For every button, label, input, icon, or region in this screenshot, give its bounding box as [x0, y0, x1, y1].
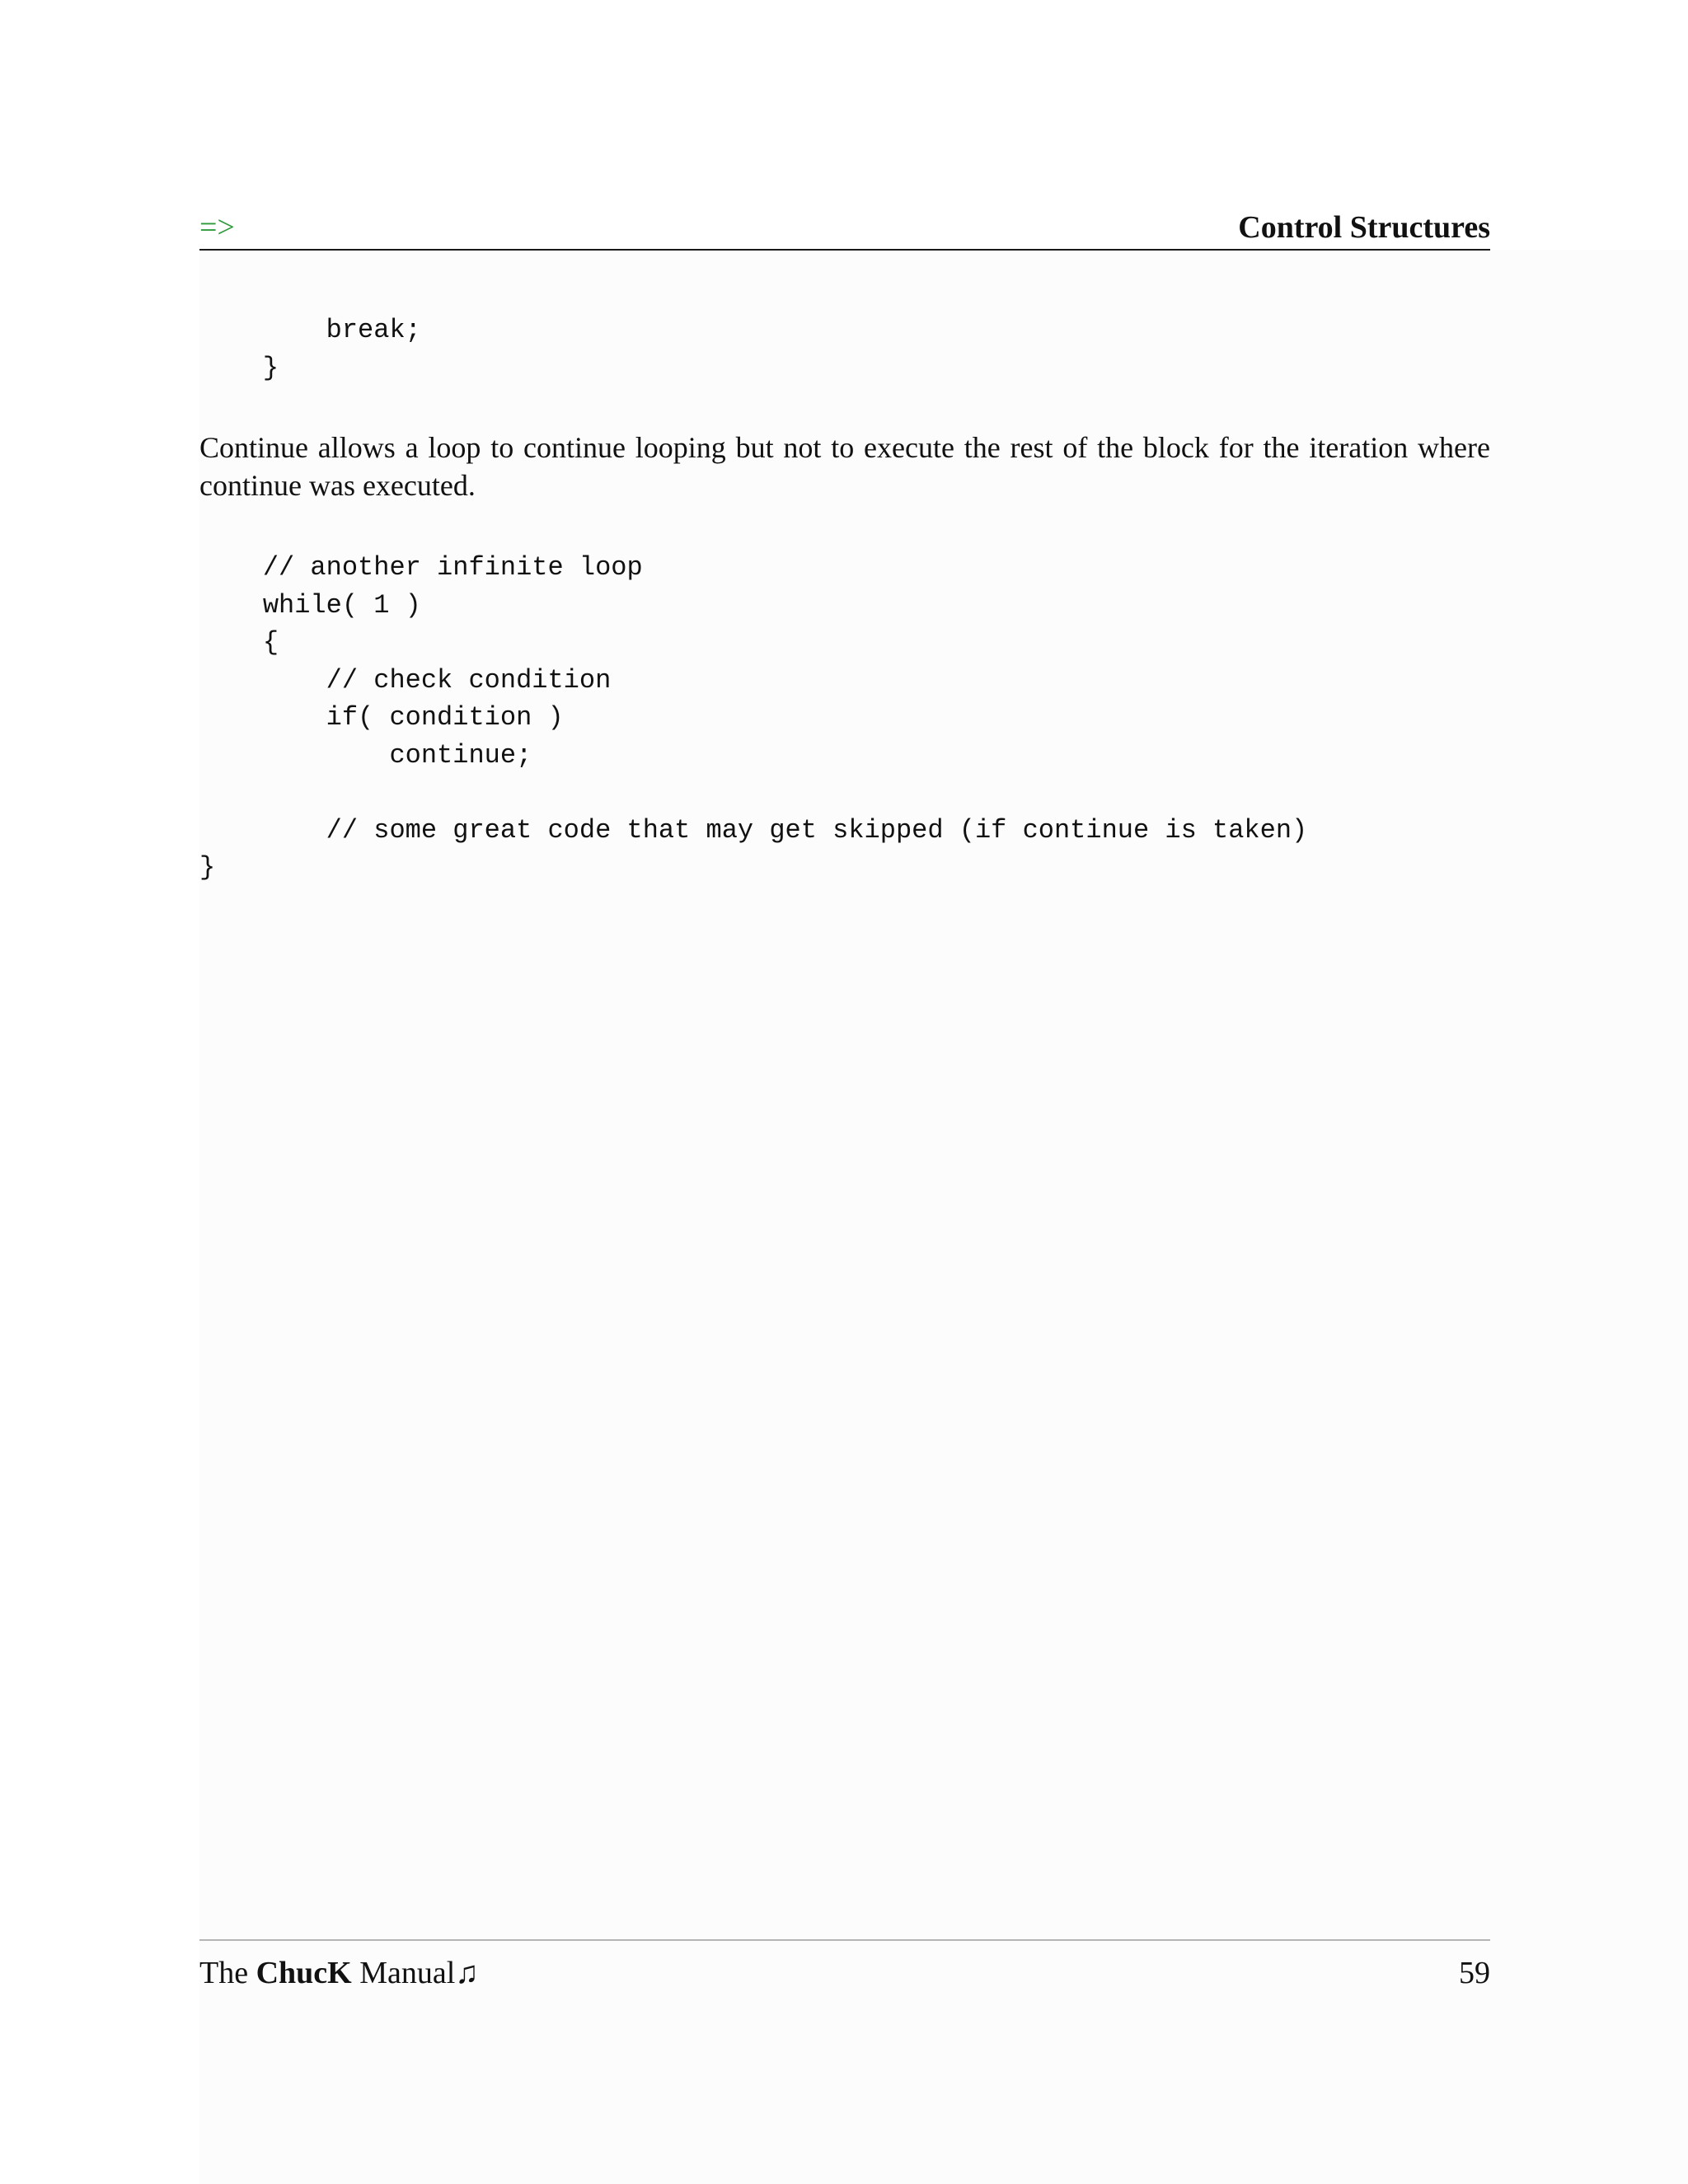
page-number: 59	[1459, 1956, 1490, 1990]
manual-title-suffix: Manual♫	[359, 1956, 479, 1990]
manual-title-prefix: The	[199, 1956, 249, 1990]
code-block-continue: // another infinite loop while( 1 ) { // check condition if( condition ) continue; // some great code that may get skipped (if continue is taken) }	[199, 552, 1308, 883]
page-body-area	[199, 250, 1688, 2184]
manual-title-brand: ChucK	[256, 1956, 352, 1990]
manual-title	[199, 1952, 479, 1994]
code-block-break: break; }	[262, 315, 421, 383]
chuck-arrow-mark: =>	[199, 210, 235, 245]
page-footer	[199, 1939, 1490, 1999]
section-title: Control Structures	[1238, 210, 1490, 245]
page-header	[199, 206, 1490, 251]
continue-description: Continue allows a loop to continue looping but not to execute the rest of the block for the iteration where continue was executed.	[199, 431, 1490, 502]
